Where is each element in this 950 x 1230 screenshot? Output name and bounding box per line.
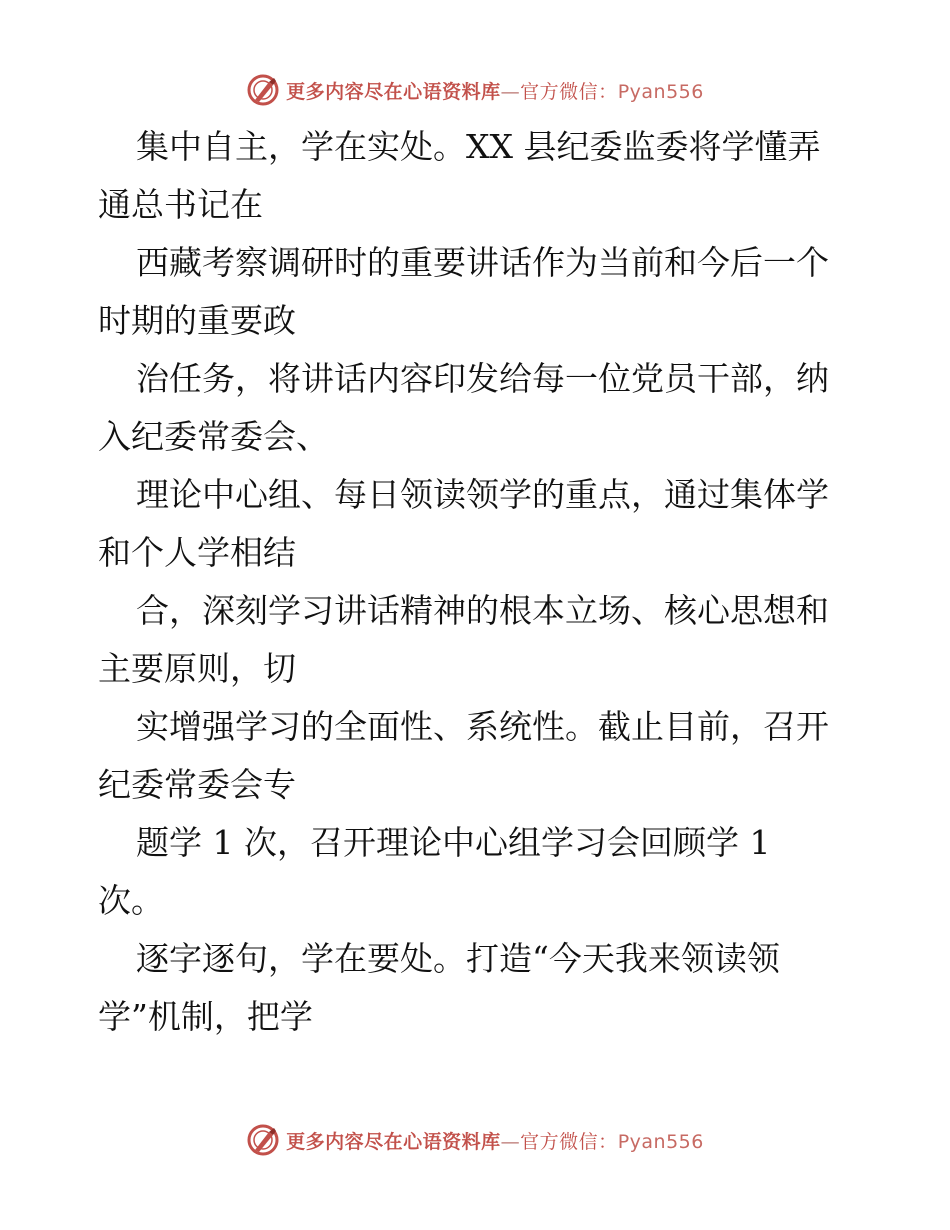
text-line: 入纪委常委会、	[98, 417, 329, 456]
text-line: 实增强学习的全面性、系统性。截止目前，召开	[136, 707, 829, 746]
text-line: 次。	[98, 881, 164, 920]
text-line: 集中自主，学在实处。XX 县纪委监委将学懂弄	[136, 127, 821, 166]
footer-banner-title: 更多内容尽在心语资料库	[286, 1130, 501, 1153]
footer-banner	[0, 1122, 950, 1158]
text-line: 纪委常委会专	[98, 765, 296, 804]
header-banner-dash: —	[500, 80, 521, 103]
body-paragraphs	[98, 118, 858, 1046]
header-banner-wechat-label: 官方微信：	[520, 80, 618, 103]
footer-banner-text	[286, 1127, 704, 1154]
text-line: 和个人学相结	[98, 533, 296, 572]
text-line: 西藏考察调研时的重要讲话作为当前和今后一个	[136, 243, 829, 282]
text-line: 学”机制，把学	[98, 997, 313, 1036]
footer-banner-wechat-label: 官方微信：	[520, 1130, 618, 1153]
footer-banner-dash: —	[500, 1130, 521, 1153]
text-line: 理论中心组、每日领读领学的重点，通过集体学	[136, 475, 829, 514]
footer-banner-handle: Pyan556	[617, 1130, 704, 1153]
header-banner-text	[286, 77, 704, 104]
text-line: 逐字逐句，学在要处。打造“今天我来领读领	[136, 939, 780, 978]
header-banner-handle: Pyan556	[617, 80, 704, 103]
text-line: 题学 1 次，召开理论中心组学习会回顾学 1	[136, 823, 771, 862]
header-banner	[0, 72, 950, 108]
text-line: 时期的重要政	[98, 301, 296, 340]
text-line: 通总书记在	[98, 185, 263, 224]
text-line: 主要原则，切	[98, 649, 296, 688]
text-line: 治任务，将讲话内容印发给每一位党员干部，纳	[136, 359, 829, 398]
pen-nib-logo-icon	[246, 1123, 280, 1157]
header-banner-title: 更多内容尽在心语资料库	[286, 80, 501, 103]
text-line: 合，深刻学习讲话精神的根本立场、核心思想和	[136, 591, 829, 630]
pen-nib-logo-icon	[246, 73, 280, 107]
